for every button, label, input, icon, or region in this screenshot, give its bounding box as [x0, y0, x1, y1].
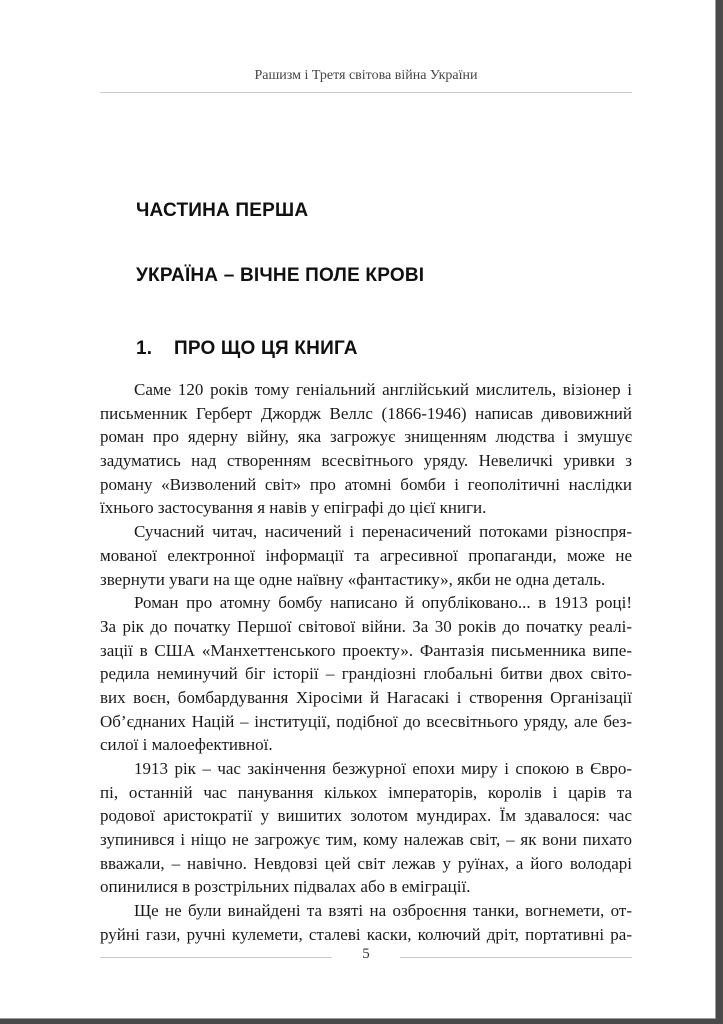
text-line: письменник Герберт Джордж Веллс (1866-1946) написав дивовижний [100, 403, 632, 423]
text-line: звернути уваги на ще одне наївну «фантастику», якби не одна деталь. [100, 569, 606, 589]
header-rule [100, 92, 632, 93]
text-line: Ще не були винайдені та взяті на озброєння танки, вогнемети, от- [134, 901, 632, 921]
paragraph [100, 591, 632, 757]
body-text [100, 378, 632, 947]
part-title: УКРАЇНА – ВІЧНЕ ПОЛЕ КРОВІ [136, 265, 425, 286]
paragraph [100, 899, 632, 946]
text-line: роману «Визволений світ» про атомні бомби і геополітичні наслідки [100, 474, 632, 494]
text-line: За рік до початку Першої світової війни. За 30 років до початку реалі- [100, 616, 632, 636]
text-line: Саме 120 років тому геніальний англійський мислитель, візіонер і [134, 380, 632, 399]
text-line: Роман про атомну бомбу написано й опубліковано... в 1913 році! [134, 593, 632, 613]
text-line: їхнього застосування я навів у епіграфі до цієї книги. [100, 498, 487, 518]
text-line: пі, останній час панування кількох імператорів, королів і царів та [100, 782, 632, 802]
part-heading: ЧАСТИНА ПЕРША [136, 200, 309, 221]
text-line: задуматись над створенням всесвітнього уряду. Невеличкі уривки з [100, 451, 632, 471]
text-line: зації в США «Манхеттенського проекту». Фантазія письменника випе- [100, 640, 632, 660]
text-line: мованої електронної інформації та агресивної пропаганди, може не [100, 545, 632, 565]
text-line: 1913 рік – час закінчення безжурної епохи миру і спокою в Євро- [134, 759, 632, 778]
text-line: редила неминучий біг історії – грандіозні глобальні битви двох світо- [100, 664, 632, 684]
section-number: 1. [136, 338, 153, 359]
paragraph [100, 520, 632, 591]
footer-rule-left [100, 957, 332, 958]
text-line: вих воєн, бомбардування Хіросіми й Нагасакі і створення Організації [100, 687, 632, 707]
running-head: Рашизм і Третя світова війна України [254, 68, 478, 83]
text-line: роман про ядерну війну, яка загрожує знищенням людства і змушує [100, 427, 632, 447]
text-line: зупинився і ніщо не загрожує тим, кому належав світ, – як вони пихато [100, 830, 632, 850]
text-line: опинилися в розстрільних підвалах або в еміграції. [100, 877, 471, 897]
text-line: силої і малоефективної. [100, 735, 273, 755]
text-line: Об’єднаних Націй – інституції, подібної до всесвітнього уряду, але без- [100, 711, 632, 731]
section-title: ПРО ЩО ЦЯ КНИГА [174, 338, 358, 359]
page-number: 5 [362, 946, 370, 962]
text-line: родової аристократії у вишитих золотом мундирах. Їм здавалося: час [100, 806, 632, 826]
paragraph [100, 757, 632, 899]
section-heading [136, 338, 358, 360]
text-line: Сучасний читач, насичений і перенасичений потоками різноспря- [134, 522, 632, 542]
footer-rule-right [400, 957, 632, 958]
text-line: руйні гази, ручні кулемети, сталеві каски, колючий дріт, портативні ра- [100, 924, 632, 944]
paragraph [100, 378, 632, 520]
text-line: вважали, – навічно. Невдовзі цей світ лежав у руїнах, а його володарі [100, 853, 632, 873]
